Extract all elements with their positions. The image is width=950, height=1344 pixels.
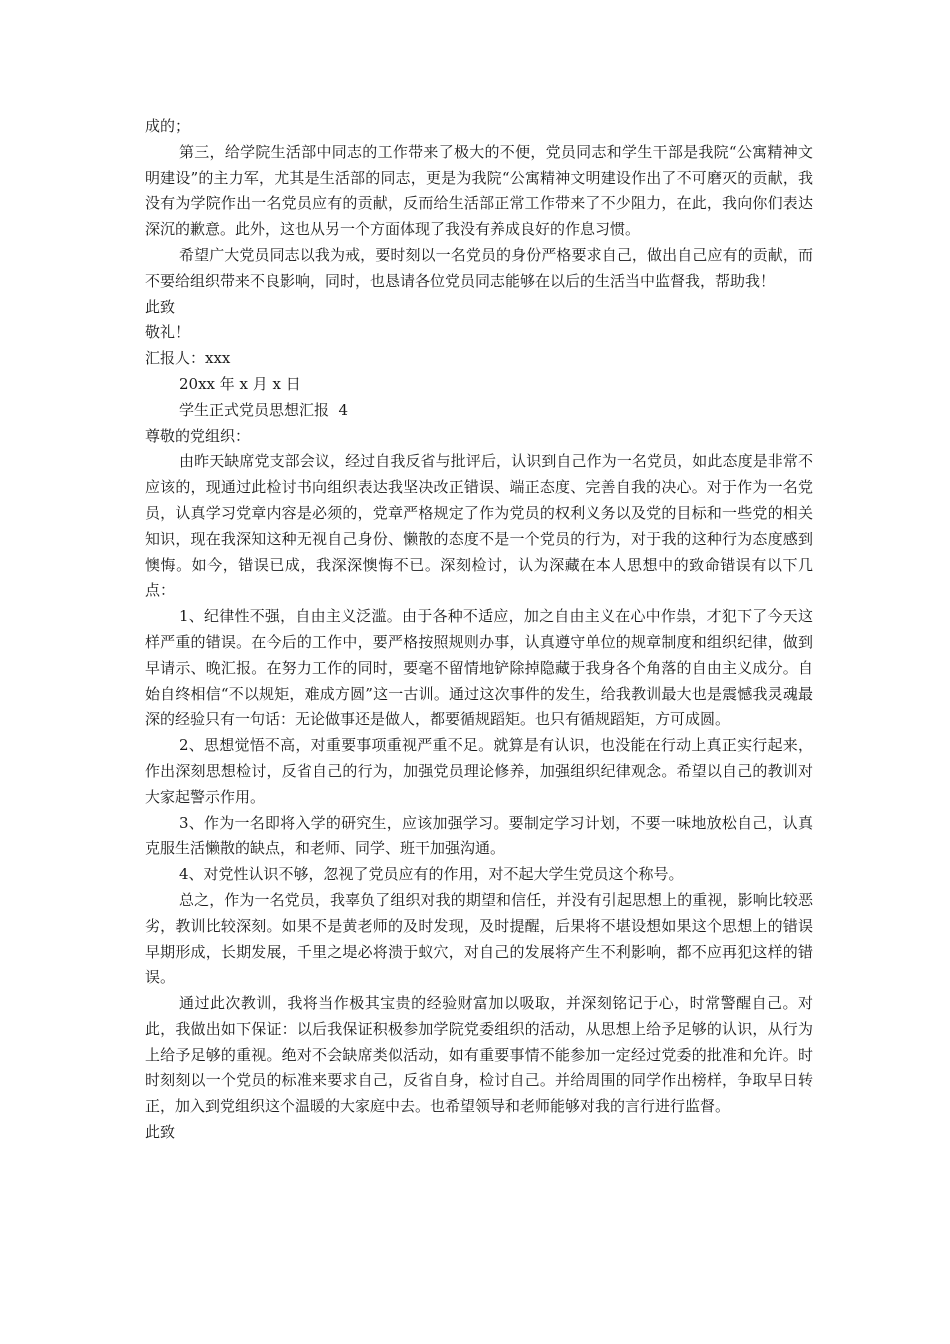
paragraph-continuation: 成的； [145,117,191,135]
paragraph-point-2: 2、思想觉悟不高，对重要事项重视严重不足。就算是有认识，也没能在行动上真正实行起来，作出深刻思想检讨，反省自己的行为，加强党员理论修养，加强组织纪律观念。希望以自己的教训对大家起警示作用。 [145,736,813,806]
salutation: 尊敬的党组织： [145,426,251,445]
paragraph-point-3: 3、作为一名即将入学的研究生，应该加强学习。要制定学习计划，不要一味地放松自己，认真克服生活懒散的缺点，和老师、同学、班干加强沟通。 [145,813,813,858]
closing-cizhi: 此致 [145,297,176,316]
section-title: 学生正式党员思想汇报 4 [179,400,349,419]
report-date: 20xx 年 x 月 x 日 [179,374,301,393]
paragraph-summary: 总之，作为一名党员，我辜负了组织对我的期望和信任，并没有引起思想上的重视，影响比较恶劣，教训比较深刻。如果不是黄老师的及时发现，及时提醒，后果将不堪设想如果这个思想上的错误早期形成，长期发展，千里之堤必将溃于蚁穴，对自己的发展将产生不利影响，都不应再犯这样的错误。 [145,890,813,987]
paragraph-intro: 由昨天缺席党支部会议，经过自我反省与批评后，认识到自己作为一名党员，如此态度是非常不应该的，现通过此检讨书向组织表达我坚决改正错误、端正态度、完善自我的决心。对于作为一名党员，认真学习党章内容是必须的，党章严格规定了作为党员的权利义务以及党的目标和一些党的相关知识，现在我深知这种无视自己身份、懒散的态度不是一个党员的行为，对于我的这种行为态度感到懊悔。如今，错误已成，我深深懊悔不已。深刻检讨，认为深藏在本人思想中的致命错误有以下几点： [145,452,813,600]
paragraph-guarantee: 通过此次教训，我将当作极其宝贵的经验财富加以吸取，并深刻铭记于心，时常警醒自己。对此，我做出如下保证：以后我保证积极参加学院党委组织的活动，从思想上给予足够的认识，从行为上给予足够的重视。绝对不会缺席类似活动，如有重要事情不能参加一定经过党委的批准和允许。时时刻刻以一个党员的标准来要求自己，反省自身，检讨自己。并给周围的同学作出榜样，争取早日转正，加入到党组织这个温暖的大家庭中去。也希望领导和老师能够对我的言行进行监督。 [145,994,813,1116]
closing-jingli: 敬礼！ [145,323,191,342]
paragraph-point-4: 4、对党性认识不够，忽视了党员应有的作用，对不起大学生党员这个称号。 [179,865,684,884]
paragraph-third-point: 第三，给学院生活部中同志的工作带来了极大的不便，党员同志和学生干部是我院“公寓精神文明建设”的主力军，尤其是生活部的同志，更是为我院“公寓精神文明建设作出了不可磨灭的贡献，我没有为学院作出一名党员应有的贡献，反而给生活部正常工作带来了不少阻力，在此，我向你们表达深沉的歉意。此外，这也从另一个方面体现了我没有养成良好的作息习惯。 [145,142,813,239]
reporter-signature: 汇报人：xxx [145,349,231,368]
closing-cizhi-2: 此致 [145,1123,176,1142]
document-body [145,114,813,1146]
paragraph-hope: 希望广大党员同志以我为戒，要时刻以一名党员的身份严格要求自己，做出自己应有的贡献，而不要给组织带来不良影响，同时，也恳请各位党员同志能够在以后的生活当中监督我，帮助我！ [145,245,813,290]
paragraph-point-1: 1、纪律性不强，自由主义泛滥。由于各种不适应，加之自由主义在心中作祟，才犯下了今天这样严重的错误。在今后的工作中，要严格按照规则办事，认真遵守单位的规章制度和组织纪律，做到早请示、晚汇报。在努力工作的同时，要毫不留情地铲除掉隐藏于我身各个角落的自由主义成分。自始自终相信“不以规矩，难成方圆”这一古训。通过这次事件的发生，给我教训最大也是震憾我灵魂最深的经验只有一句话：无论做事还是做人，都要循规蹈矩。也只有循规蹈矩，方可成圆。 [145,607,813,729]
